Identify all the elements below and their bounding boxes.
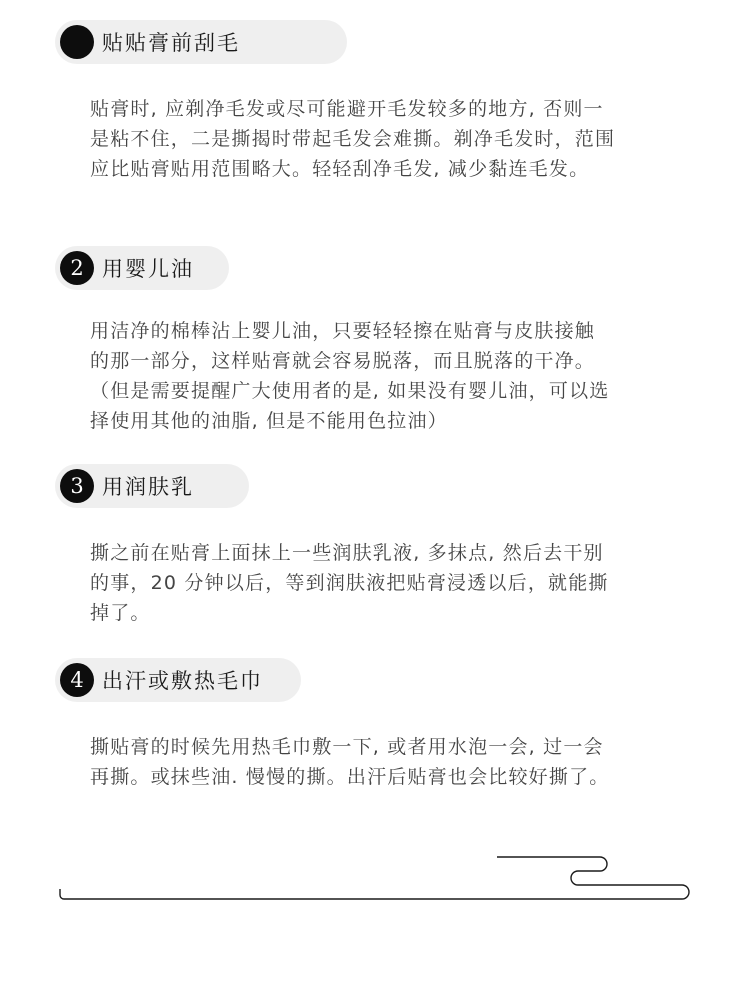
body-line: 撕之前在贴膏上面抹上一些润肤乳液, 多抹点, 然后去干别: [90, 542, 604, 564]
section-title: 出汗或敷热毛巾: [102, 669, 263, 693]
body-line: 应比贴膏贴用范围略大。轻轻刮净毛发, 减少黏连毛发。: [90, 158, 590, 180]
body-line: 再撕。或抹些油. 慢慢的撕。出汗后贴膏也会比较好撕了。: [90, 766, 610, 788]
body-line: 掉了。: [90, 602, 151, 624]
section-number-badge: 3: [60, 469, 94, 503]
body-line: 撕贴膏的时候先用热毛巾敷一下, 或者用水泡一会, 过一会: [90, 736, 604, 758]
body-line: 的事，20 分钟以后，等到润肤液把贴膏浸透以后，就能撕: [90, 572, 609, 594]
body-line: 是粘不住，二是撕揭时带起毛发会难撕。剃净毛发时，范围: [90, 128, 616, 150]
body-line: （但是需要提醒广大使用者的是, 如果没有婴儿油，可以选: [90, 380, 610, 402]
body-line: 的那一部分，这样贴膏就会容易脱落，而且脱落的干净。: [90, 350, 596, 372]
section-title: 用婴儿油: [102, 257, 194, 281]
section-title: 用润肤乳: [102, 475, 194, 499]
body-line: 用洁净的棉棒沾上婴儿油，只要轻轻擦在贴膏与皮肤接触: [90, 320, 596, 342]
section-number-badge: 4: [60, 663, 94, 697]
body-line: 择使用其他的油脂, 但是不能用色拉油）: [90, 410, 448, 432]
section-title: 贴贴膏前刮毛: [102, 31, 240, 55]
section-number-badge: 2: [60, 251, 94, 285]
body-line: 贴膏时, 应剃净毛发或尽可能避开毛发较多的地方, 否则一: [90, 98, 604, 120]
